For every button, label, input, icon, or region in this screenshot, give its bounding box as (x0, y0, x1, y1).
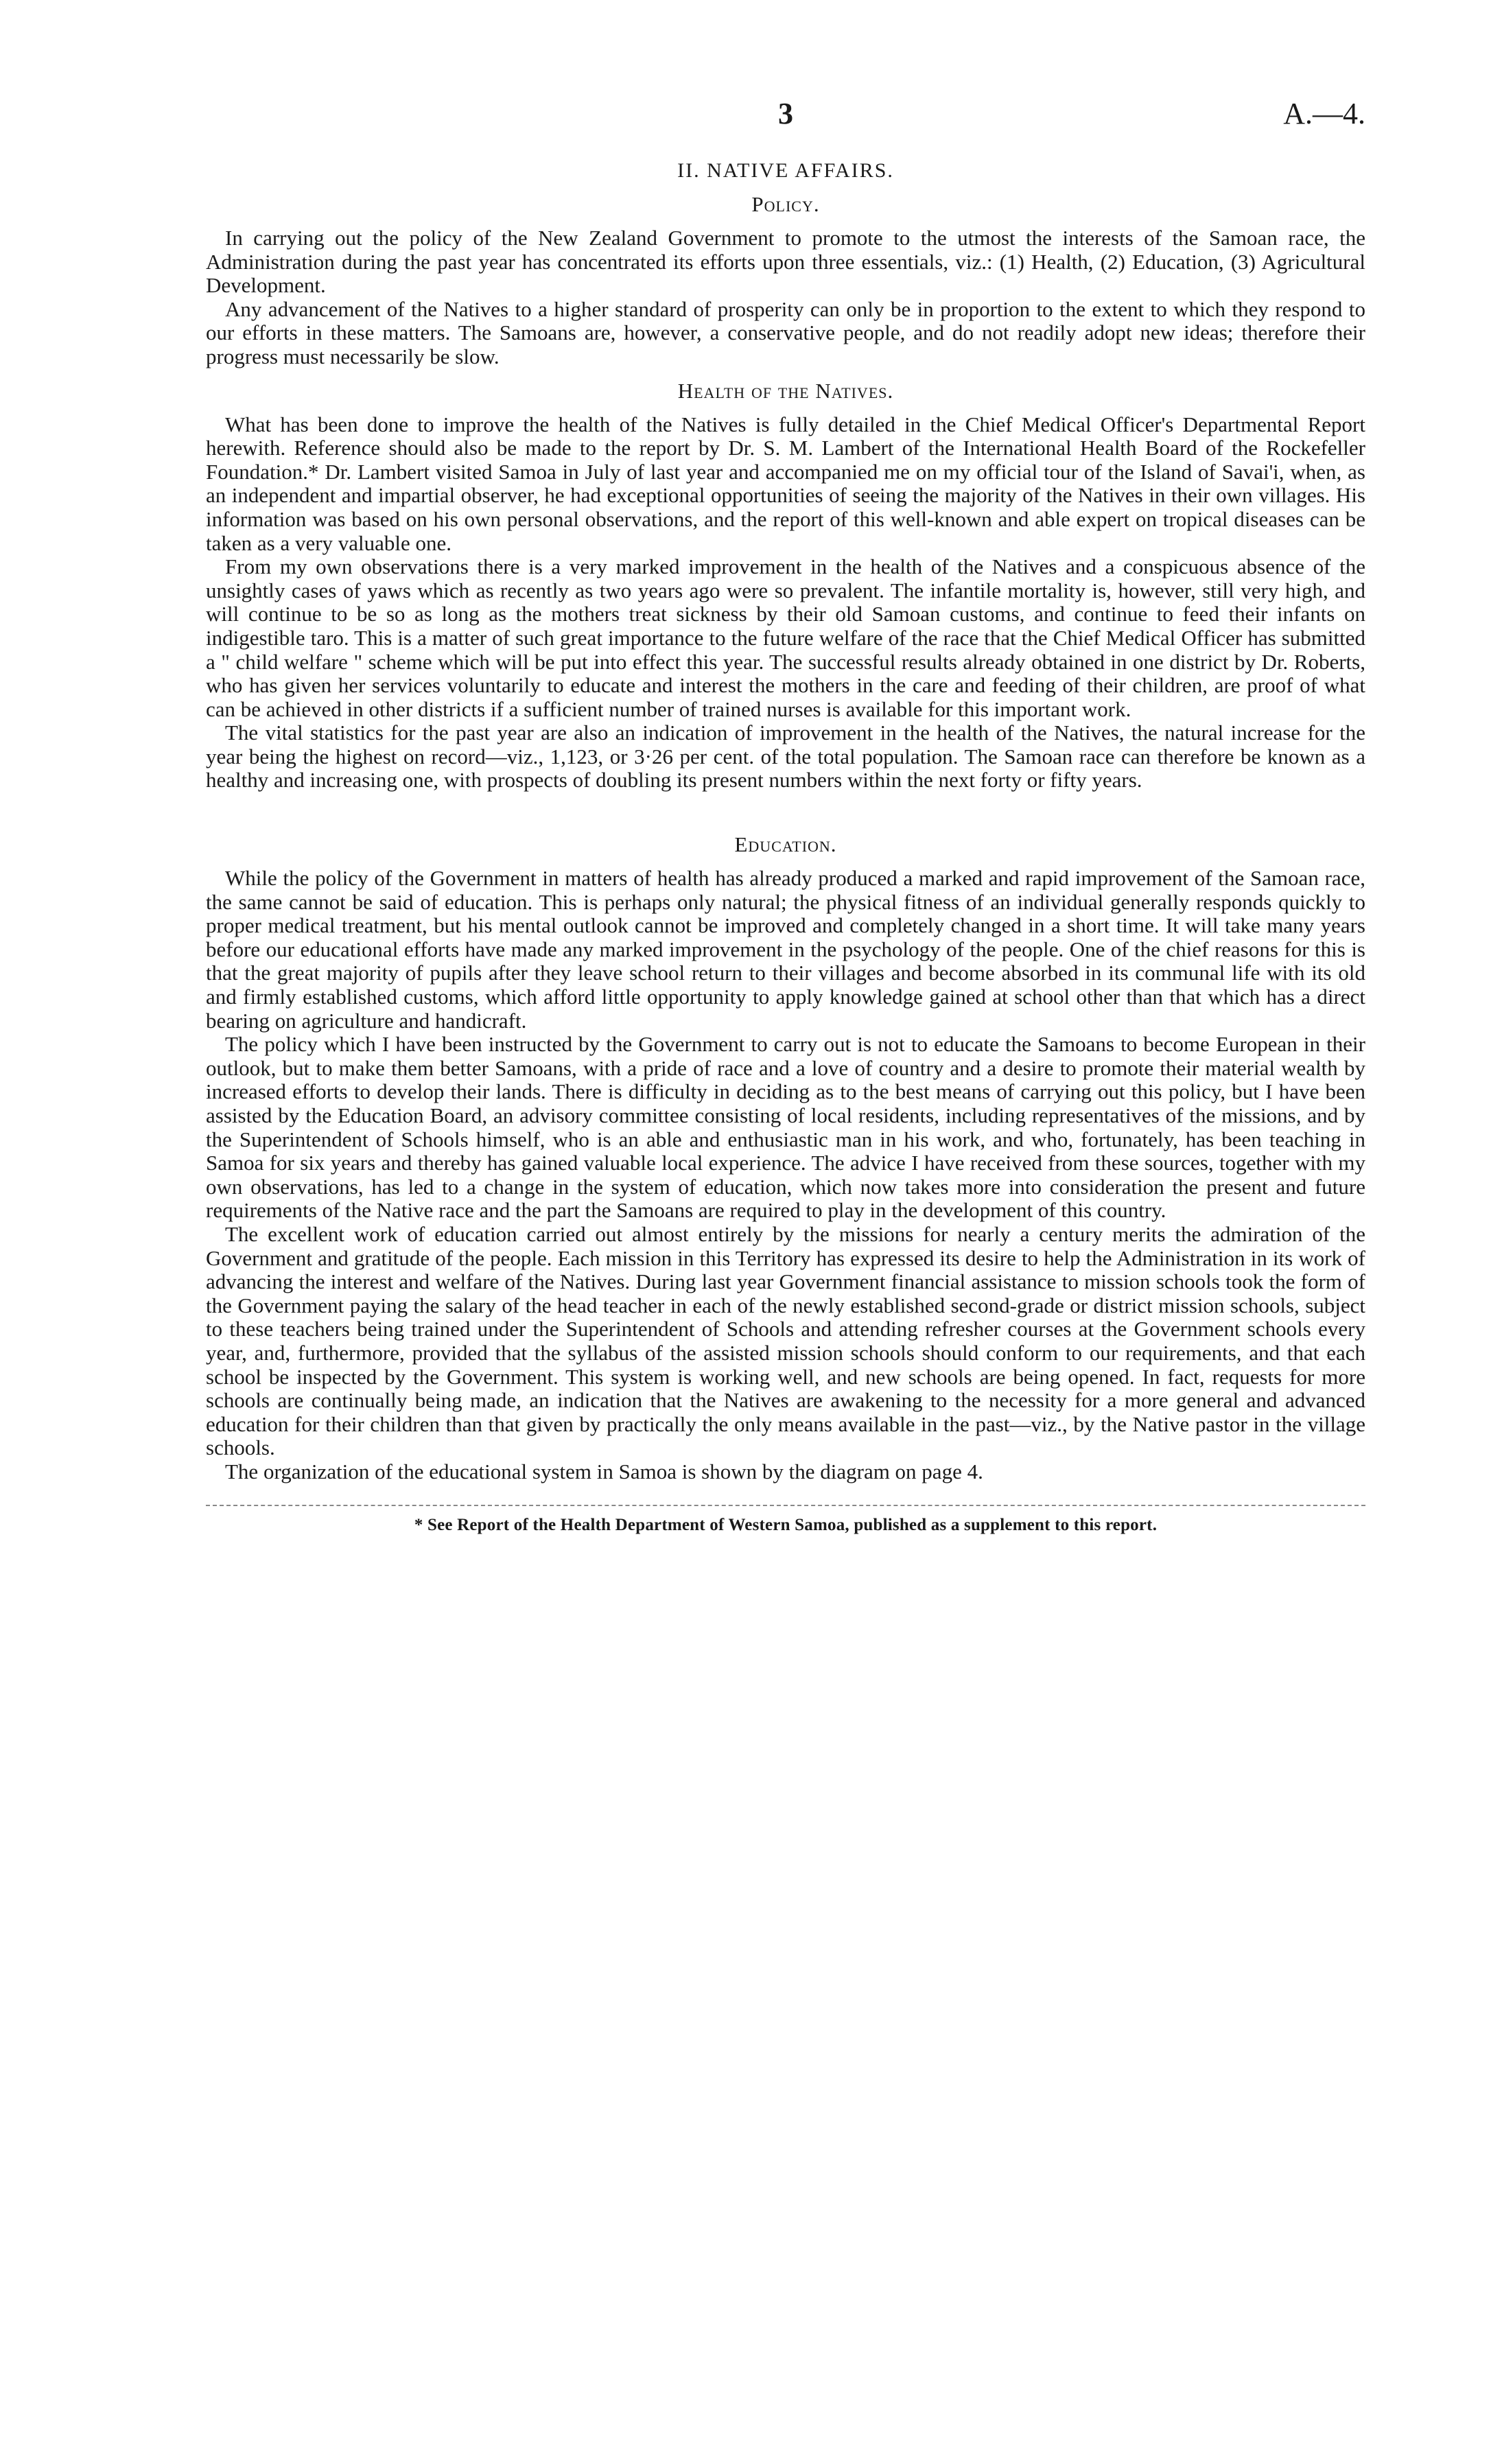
education-paragraph-2: The policy which I have been instructed by the Government to carry out is not to educate the Samoans to become European in their outlook, but to make them better Samoans, with a pride of race and a love of country and a desire to promote their material wealth by increased efforts to develop their lands. There is difficulty in deciding as to the best means of carrying out this policy, but I have been assisted by the Education Board, an advisory committee consisting of local residents, including representatives of the missions, and by the Superintendent of Schools himself, who is an able and enthusiastic man in his work, and who, fortunately, has been teaching in Samoa for six years and thereby has gained valuable local experience. The advice I have received from these sources, together with my own observations, has led to a change in the system of education, which now takes more into consideration the present and future requirements of the Native race and the part the Samoans are required to play in the development of this country. (206, 1032, 1365, 1223)
health-paragraph-3: The vital statistics for the past year are also an indication of improvement in the health of the Natives, the natural increase for the year being the highest on record—viz., 1,123, or 3·26 per cent. of the total population. The Samoan race can therefore be known as a healthy and increasing one, with prospects of doubling its present numbers within the next forty or fifty years. (206, 720, 1365, 793)
health-paragraph-1: What has been done to improve the health of the Natives is fully detailed in the Chief Medical Officer's Departmental Report herewith. Reference should also be made to the report by Dr. S. M. Lambert of the International Health Board of the Rockefeller Foundation.* Dr. Lambert visited Samoa in July of last year and accompanied me on my official tour of the Island of Savai'i, when, as an independent and impartial observer, he had exceptional opportunities of seeing the majority of the Natives in their own villages. His information was based on his own personal observations, and the report of this well-known and able expert on tropical diseases can be taken as a very valuable one. (206, 412, 1365, 555)
page-header (206, 96, 1365, 144)
document-page (206, 96, 1365, 1535)
section-title: II. NATIVE AFFAIRS. (677, 159, 894, 182)
health-heading: Health of the Natives. (677, 378, 894, 403)
footnote-divider (206, 1505, 1365, 1506)
footnote: * See Report of the Health Department of Western Samoa, published as a supplement to this report. (414, 1515, 1158, 1534)
document-reference: A.—4. (1283, 97, 1365, 130)
education-paragraph-1: While the policy of the Government in matters of health has already produced a marked and rapid improvement of the Samoan race, the same cannot be said of education. This is perhaps only natural; the physical fitness of an individual generally responds quickly to proper medical treatment, but his mental outlook cannot be improved and completely changed in a short time. It will take many years before our educational efforts have made any marked improvement in the psychology of the people. One of the chief reasons for this is that the great majority of pupils after they leave school return to their villages and become absorbed in its communal life with its old and firmly established customs, which afford little opportunity to apply knowledge gained at school other than that which has a direct bearing on agriculture and handicraft. (206, 866, 1365, 1033)
education-paragraph-4: The organization of the educational system in Samoa is shown by the diagram on page 4. (225, 1459, 983, 1483)
education-paragraph-3: The excellent work of education carried out almost entirely by the missions for nearly a century merits the admiration of the Government and gratitude of the people. Each mission in this Territory has expressed its desire to help the Administration in its work of advancing the interest and welfare of the Natives. During last year Government financial assistance to mission schools took the form of the Government paying the salary of the head teacher in each of the newly established second-grade or district mission schools, subject to these teachers being trained under the Superintendent of Schools and attending refresher courses at the Government schools every year, and, furthermore, provided that the syllabus of the assisted mission schools should conform to our requirements, and that each school be inspected by the Government. This system is working well, and new schools are being opened. In fact, requests for more schools are continually being made, an indication that the Natives are awakening to the necessity for a more general and advanced education for their children than that given by practically the only means available in the past—viz., by the Native pastor in the village schools. (206, 1221, 1365, 1460)
page-number: 3 (778, 97, 793, 130)
education-heading: Education. (734, 832, 837, 857)
policy-heading: Policy. (751, 192, 820, 216)
policy-paragraph-1: In carrying out the policy of the New Zealand Government to promote to the utmost the interests of the Samoan race, the Administration during the past year has concentrated its efforts upon three essentials, viz.: (1) Health, (2) Education, (3) Agricultural Development. (206, 226, 1365, 298)
health-paragraph-2: From my own observations there is a very marked improvement in the health of the Natives and a conspicuous absence of the unsightly cases of yaws which as recently as two years ago were so prevalent. The infantile mortality is, however, still very high, and will continue to be so as long as the mothers treat sickness by their old Samoan customs, and continue to feed their infants on indigestible taro. This is a matter of such great importance to the future welfare of the race that the Chief Medical Officer has submitted a " child welfare " scheme which will be put into effect this year. The successful results already obtained in one district by Dr. Roberts, who has given her services voluntarily to educate and interest the mothers in the care and feeding of their children, are proof of what can be achieved in other districts if a sufficient number of trained nurses is available for this important work. (206, 554, 1365, 721)
policy-paragraph-2: Any advancement of the Natives to a higher standard of prosperity can only be in proportion to the extent to which they respond to our efforts in these matters. The Samoans are, however, a conservative people, and do not readily adopt new ideas; therefore their progress must necessarily be slow. (206, 296, 1365, 368)
